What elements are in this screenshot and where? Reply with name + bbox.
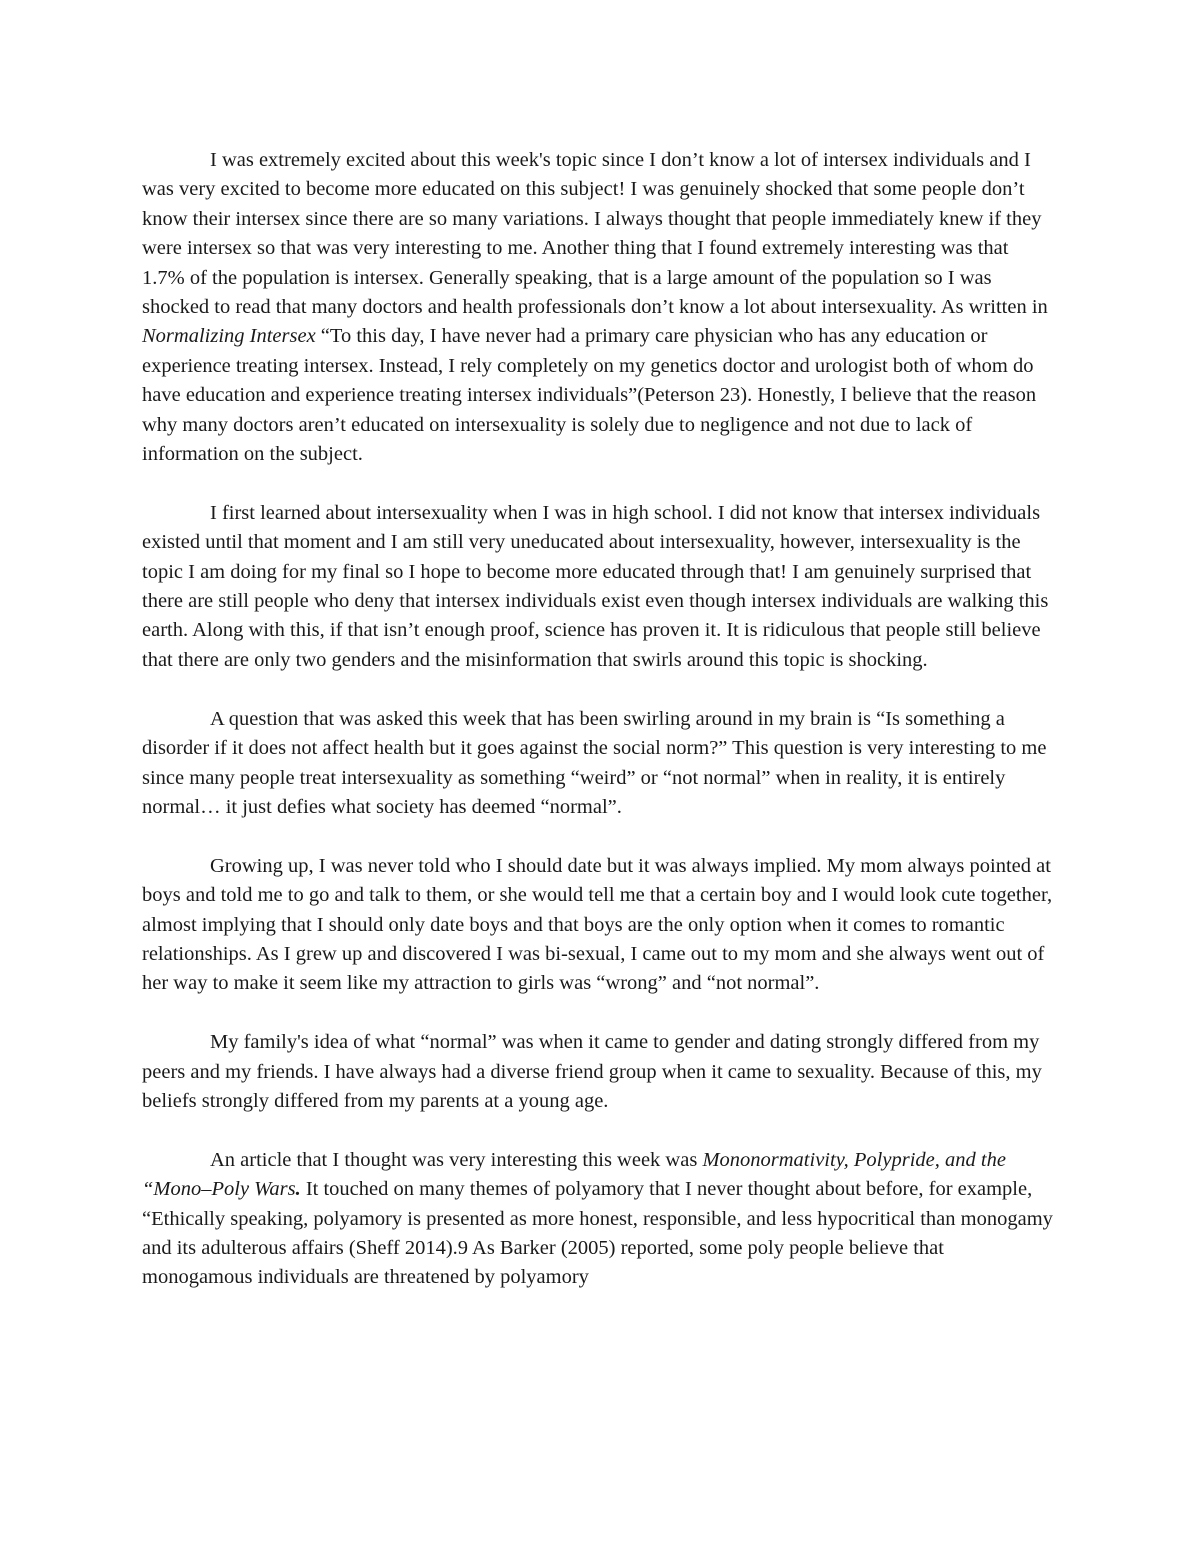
text-segment: A question that was asked this week that has been swirling around in my brain is “Is something a disorder if it does not affect health but it goes against the social norm?” This question is very interesting to me since many people treat intersexuality as something “weird” or “not normal” when in reality, it is entirely normal… it just defies what society has deemed “normal”. [142, 707, 1047, 818]
paragraph-article-polyamory [142, 1146, 1054, 1293]
text-segment: An article that I thought was very interesting this week was [210, 1148, 703, 1171]
paragraph-intersex-education [142, 146, 1054, 469]
book-title-normalizing-intersex: Normalizing Intersex [142, 325, 316, 348]
text-segment: Growing up, I was never told who I should date but it was always implied. My mom always pointed at boys and told me to go and talk to them, or she would tell me that a certain boy and I would look cute together, almost implying that I should only date boys and that boys are the only option when it comes to romantic relationships. As I grew up and discovered I was bi-sexual, I came out to my mom and she always went out of her way to make it seem like my attraction to girls was “wrong” and “not normal”. [142, 854, 1053, 995]
paragraph-disorder-question [142, 705, 1054, 823]
text-segment: “To this day, I have never had a primary care physician who has any education or experience treating intersex. Instead, I rely completely on my genetics doctor and urologist both of whom do have education and experience treating intersex individuals”(Peterson 23). Honestly, I believe that the reason why many doctors aren’t educated on intersexuality is solely due to negligence and not due to lack of information on the subject. [142, 325, 1037, 466]
text-segment: I first learned about intersexuality when I was in high school. I did not know that intersex individuals existed until that moment and I am still very uneducated about intersexuality, however, intersexuality is the topic I am doing for my final so I hope to become more educated through that! I am genuinely surprised that there are still people who deny that intersex individuals exist even though intersex individuals are walking this earth. Along with this, if that isn’t enough proof, science has proven it. It is ridiculous that people still believe that there are only two genders and the misinformation that swirls around this topic is shocking. [142, 501, 1049, 671]
article-title-period: . [295, 1178, 301, 1201]
paragraph-first-learned [142, 499, 1054, 675]
text-segment: I was extremely excited about this week's topic since I don’t know a lot of intersex individuals and I was very excited to become more educated on this subject! I was genuinely shocked that some people don’t know their intersex since there are so many variations. I always thought that people immediately knew if they were intersex so that was very interesting to me. Another thing that I found extremely interesting was that 1.7% of the population is intersex. Generally speaking, that is a large amount of the population so I was shocked to read that many doctors and health professionals don’t know a lot about intersexuality. As written in [142, 149, 1048, 319]
text-segment: It touched on many themes of polyamory that I never thought about before, for example, “Ethically speaking, polyamory is presented as more honest, responsible, and less hypocritical than monogamy and its adulterous affairs (Sheff 2014).9 As Barker (2005) reported, some poly people believe that monogamous individuals are threatened by polyamory [142, 1178, 1053, 1289]
paragraph-family-normal [142, 1028, 1054, 1116]
text-segment: My family's idea of what “normal” was when it came to gender and dating strongly differed from my peers and my friends. I have always had a diverse friend group when it came to sexuality. Because of this, my beliefs strongly differed from my parents at a young age. [142, 1031, 1042, 1112]
article-title-mononormativity: Mononormativity, Polypride, and the “Mono–Poly Wars [142, 1148, 1006, 1201]
paragraph-growing-up [142, 852, 1054, 999]
document-body [142, 146, 1054, 1293]
